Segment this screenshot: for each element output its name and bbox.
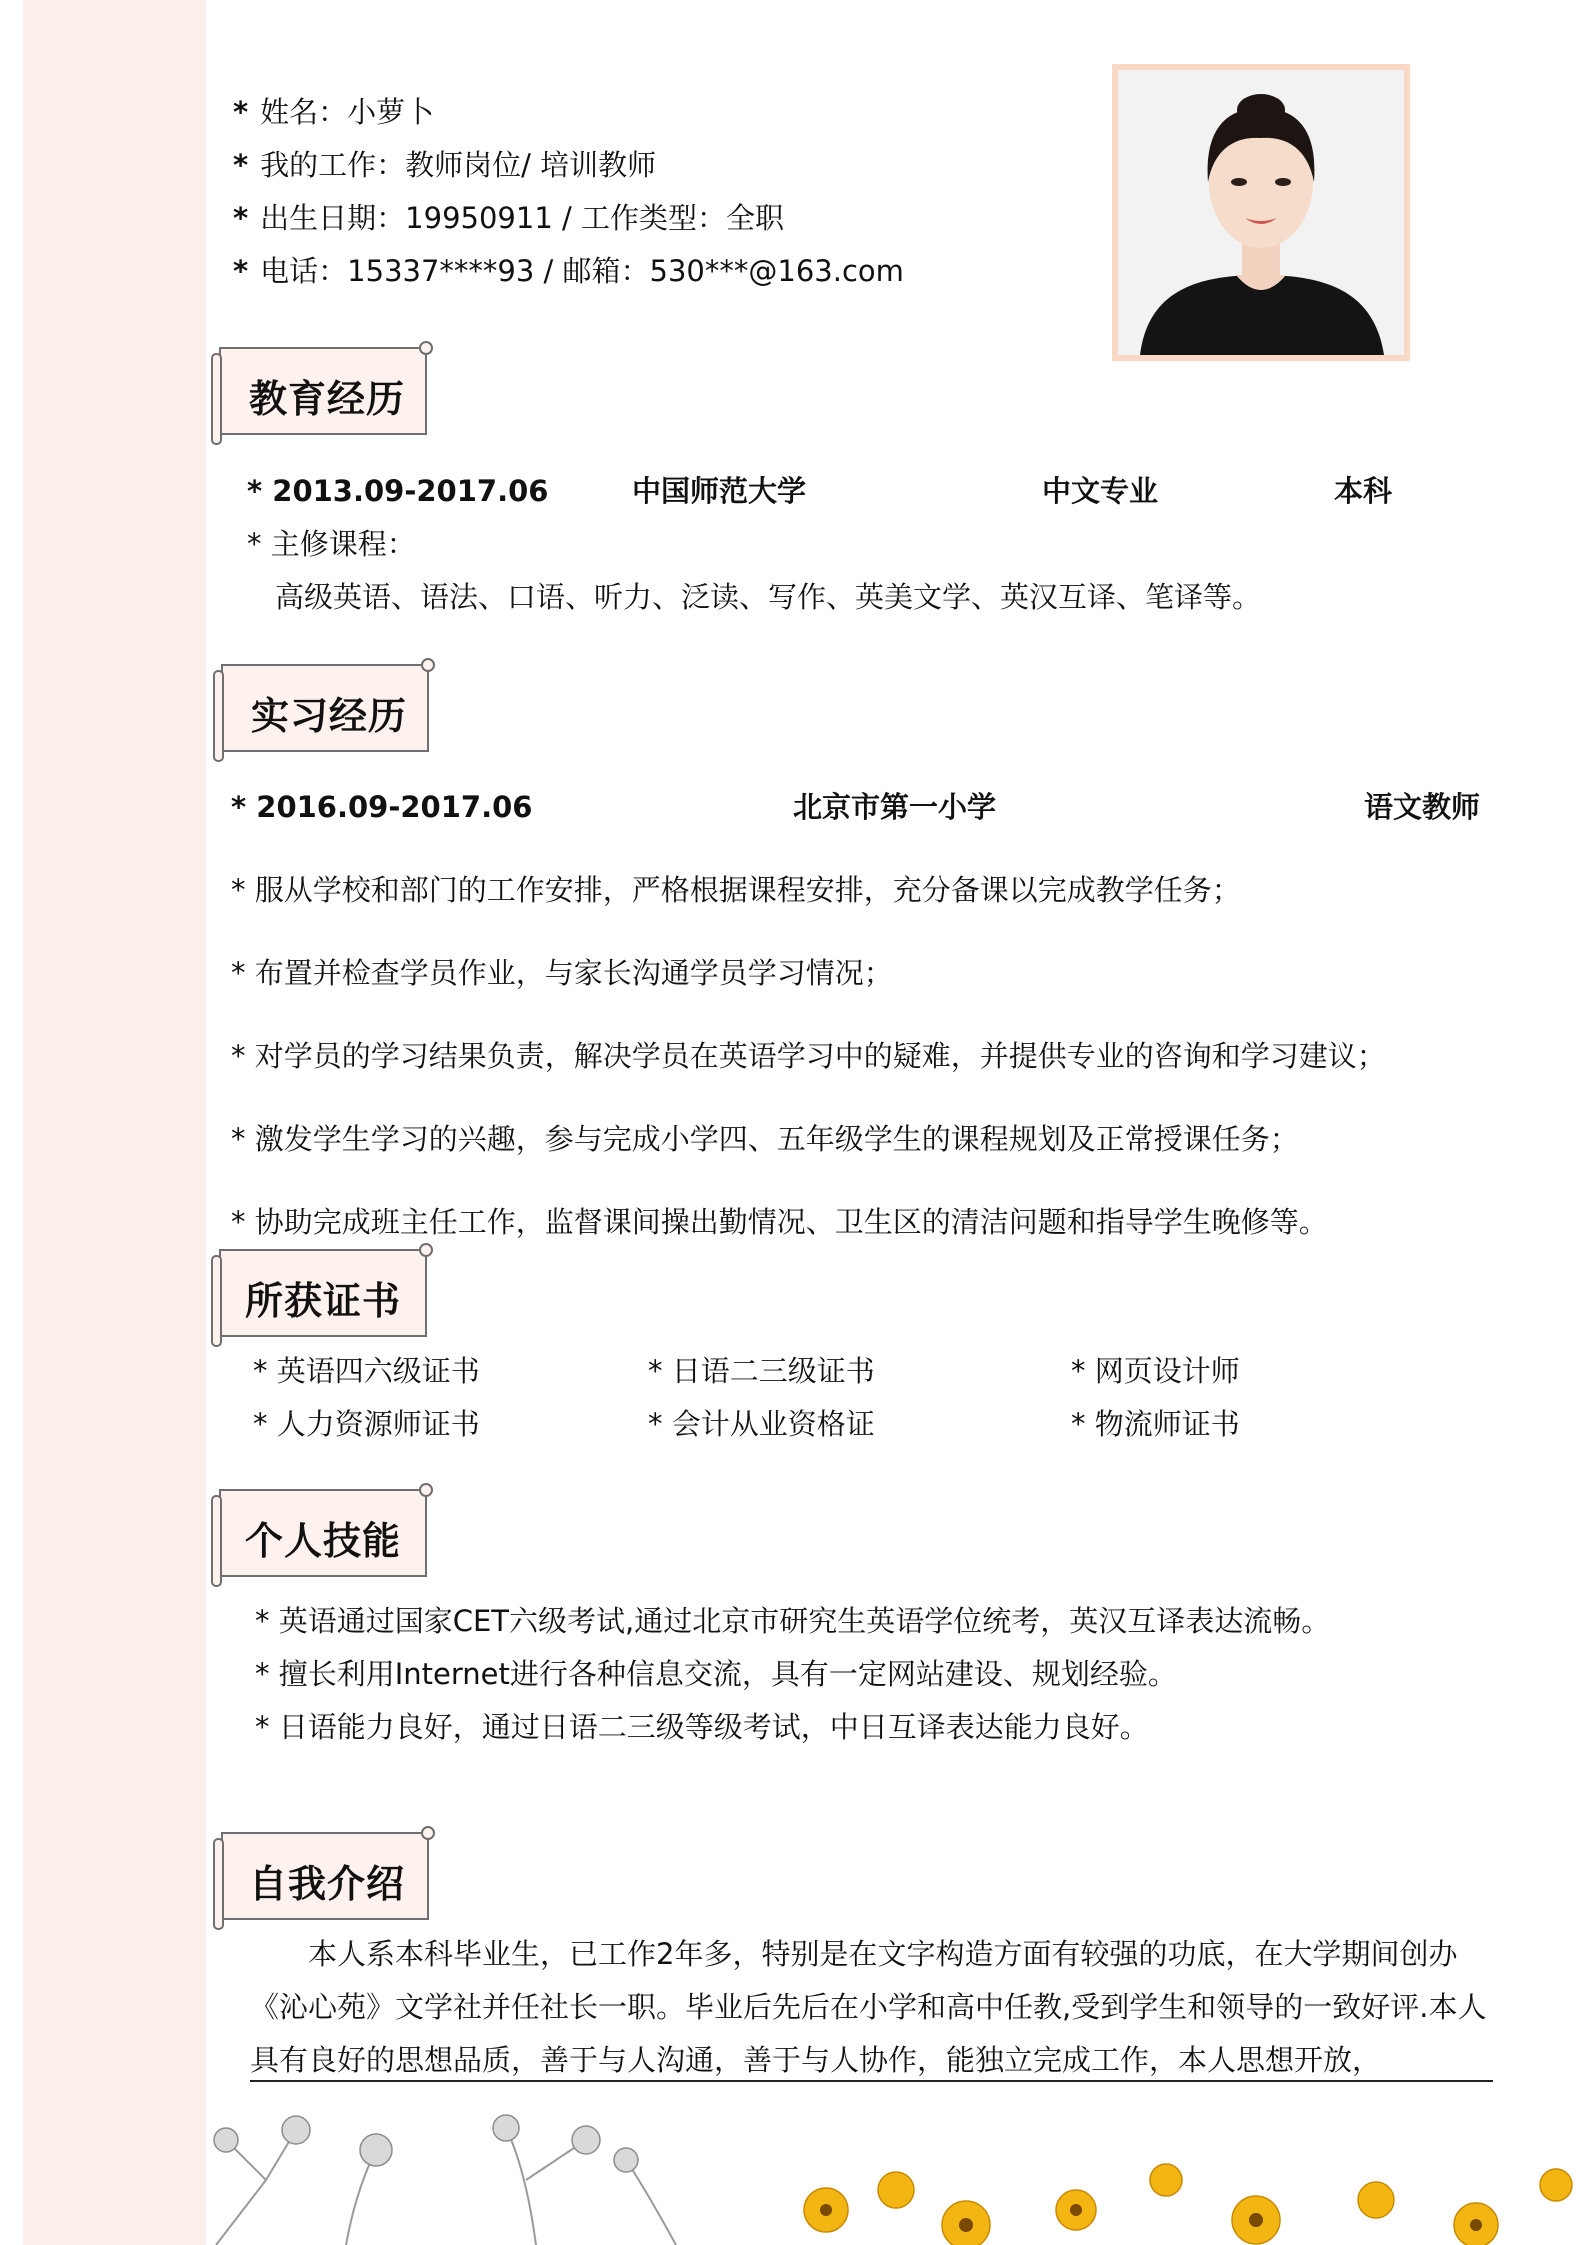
intro-text: 本人系本科毕业生，已工作2年多，特别是在文字构造方面有较强的功底，在大学期间创办《沁心苑》文学社并任社长一职。毕业后先后在小学和高中任教,受到学生和领导的一致好评.本人具有良好的思想品质，善于与人沟通，善于与人协作，能独立完成工作，本人思想开放，	[250, 1937, 1487, 2077]
intern-duty: * 对学员的学习结果负责，解决学员在英语学习中的疑难，并提供专业的咨询和学习建议；	[231, 1039, 1386, 1073]
edu-major: 中文专业	[1042, 474, 1159, 508]
intern-duty: * 布置并检查学员作业，与家长沟通学员学习情况；	[231, 956, 893, 990]
edu-school: 中国师范大学	[632, 474, 807, 508]
intern-period: * 2016.09-2017.06	[231, 790, 533, 824]
skill-item: * 英语通过国家CET六级考试,通过北京市研究生英语学位统考，英汉互译表达流畅。	[255, 1604, 1331, 1638]
side-decor-strip	[23, 0, 206, 2245]
divider	[250, 2080, 1493, 2082]
certificate-item: * 英语四六级证书	[253, 1354, 480, 1388]
section-intro	[211, 1825, 441, 1933]
intern-company: 北京市第一小学	[793, 790, 997, 824]
flower-decoration-icon	[206, 2110, 1587, 2245]
certificate-item: * 会计从业资格证	[648, 1407, 875, 1441]
intern-role: 语文教师	[1364, 790, 1481, 824]
skill-item: * 日语能力良好，通过日语二三级等级考试，中日互译表达能力良好。	[255, 1710, 1149, 1744]
section-title: 实习经历	[251, 694, 408, 738]
edu-degree: 本科	[1334, 474, 1393, 508]
info-birth: * 出生日期：19950911 / 工作类型：全职	[233, 201, 784, 235]
intro-paragraph	[250, 1928, 1495, 2087]
intern-duty: * 激发学生学习的兴趣，参与完成小学四、五年级学生的课程规划及正常授课任务；	[231, 1122, 1299, 1156]
certificate-item: * 物流师证书	[1071, 1407, 1240, 1441]
intern-duty: * 协助完成班主任工作，监督课间操出勤情况、卫生区的清洁问题和指导学生晚修等。	[231, 1205, 1328, 1239]
edu-courses: 高级英语、语法、口语、听力、泛读、写作、英美文学、英汉互译、笔译等。	[275, 580, 1262, 614]
info-job: * 我的工作：教师岗位/ 培训教师	[233, 148, 657, 182]
section-internship	[211, 657, 441, 765]
section-skills	[209, 1482, 439, 1590]
info-name: * 姓名：小萝卜	[233, 95, 435, 129]
certificate-item: * 日语二三级证书	[648, 1354, 875, 1388]
edu-period: * 2013.09-2017.06	[247, 474, 549, 508]
edu-courses-label: * 主修课程：	[247, 527, 416, 561]
section-title: 教育经历	[249, 377, 406, 421]
skill-item: * 擅长利用Internet进行各种信息交流，具有一定网站建设、规划经验。	[255, 1657, 1177, 1691]
section-title: 自我介绍	[249, 1862, 406, 1906]
certificate-item: * 网页设计师	[1071, 1354, 1240, 1388]
profile-photo	[1112, 64, 1410, 361]
certificate-item: * 人力资源师证书	[253, 1407, 480, 1441]
info-contact: * 电话：15337****93 / 邮箱：530***@163.com	[233, 254, 904, 288]
section-certificates	[209, 1242, 439, 1350]
intern-duty: * 服从学校和部门的工作安排，严格根据课程安排，充分备课以完成教学任务；	[231, 873, 1241, 907]
section-title: 个人技能	[245, 1519, 402, 1563]
section-title: 所获证书	[245, 1279, 402, 1323]
section-education	[209, 340, 439, 448]
avatar	[1118, 70, 1404, 355]
